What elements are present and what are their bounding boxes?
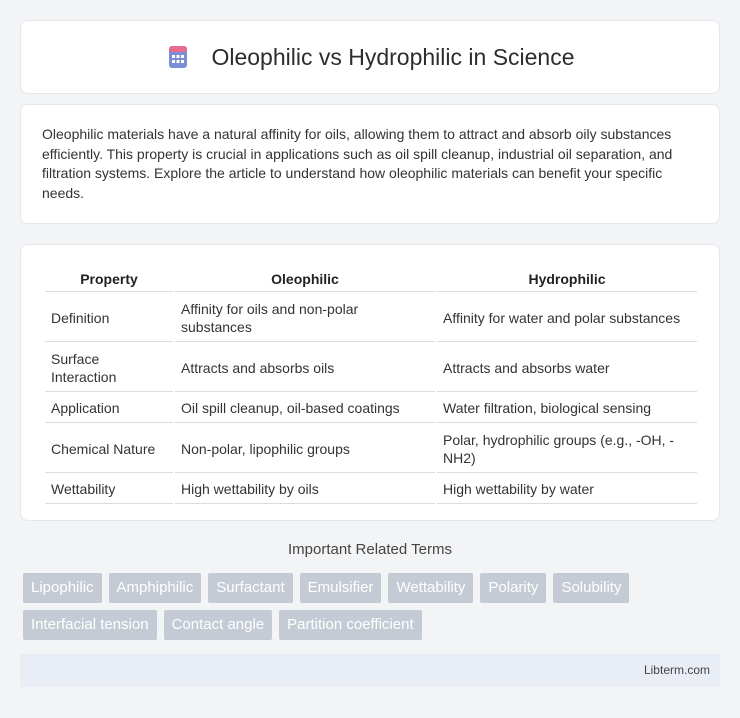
table-row bbox=[45, 294, 697, 342]
page-title: Oleophilic vs Hydrophilic in Science bbox=[211, 43, 575, 70]
comparison-table bbox=[43, 265, 699, 506]
tag-amphiphilic[interactable]: Amphiphilic bbox=[109, 573, 202, 603]
column-header-property: Property bbox=[45, 267, 173, 292]
table-cell: High wettability by oils bbox=[175, 475, 435, 504]
tag-polarity[interactable]: Polarity bbox=[480, 573, 546, 603]
related-terms-title: Important Related Terms bbox=[288, 541, 452, 558]
table-header-row bbox=[45, 267, 697, 292]
footer bbox=[20, 654, 720, 687]
related-terms-list bbox=[23, 573, 723, 647]
tag-emulsifier[interactable]: Emulsifier bbox=[300, 573, 382, 603]
table-row bbox=[45, 475, 697, 504]
comparison-card bbox=[20, 244, 720, 521]
book-icon bbox=[165, 44, 191, 70]
intro-card bbox=[20, 104, 720, 224]
table-cell: Attracts and absorbs oils bbox=[175, 344, 435, 392]
tag-interfacial-tension[interactable]: Interfacial tension bbox=[23, 610, 157, 640]
table-row bbox=[45, 394, 697, 423]
tag-partition-coefficient[interactable]: Partition coefficient bbox=[279, 610, 421, 640]
column-header-hydrophilic: Hydrophilic bbox=[437, 267, 697, 292]
table-cell: Chemical Nature bbox=[45, 425, 173, 473]
table-row bbox=[45, 344, 697, 392]
column-header-oleophilic: Oleophilic bbox=[175, 267, 435, 292]
table-cell: Surface Interaction bbox=[45, 344, 173, 392]
table-cell: Affinity for water and polar substances bbox=[437, 294, 697, 342]
table-cell: High wettability by water bbox=[437, 475, 697, 504]
tag-solubility[interactable]: Solubility bbox=[553, 573, 629, 603]
tag-contact-angle[interactable]: Contact angle bbox=[164, 610, 273, 640]
table-cell: Application bbox=[45, 394, 173, 423]
table-cell: Attracts and absorbs water bbox=[437, 344, 697, 392]
tag-wettability[interactable]: Wettability bbox=[388, 573, 473, 603]
table-cell: Water filtration, biological sensing bbox=[437, 394, 697, 423]
table-cell: Definition bbox=[45, 294, 173, 342]
tag-surfactant[interactable]: Surfactant bbox=[208, 573, 292, 603]
intro-text: Oleophilic materials have a natural affinity for oils, allowing them to attract and absorb oily substances efficiently. This property is crucial in applications such as oil spill cleanup, industrial oil separation, and filtration systems. Explore the article to understand how oleophilic materials can benefit your specific needs. bbox=[42, 126, 673, 201]
table-row bbox=[45, 425, 697, 473]
table-cell: Affinity for oils and non-polar substances bbox=[175, 294, 435, 342]
footer-site-link[interactable]: Libterm.com bbox=[643, 663, 710, 677]
table-cell: Oil spill cleanup, oil-based coatings bbox=[175, 394, 435, 423]
table-cell: Polar, hydrophilic groups (e.g., -OH, -NH2) bbox=[437, 425, 697, 473]
table-cell: Non-polar, lipophilic groups bbox=[175, 425, 435, 473]
tag-lipophilic[interactable]: Lipophilic bbox=[23, 573, 102, 603]
table-cell: Wettability bbox=[45, 475, 173, 504]
header-card bbox=[20, 20, 720, 94]
